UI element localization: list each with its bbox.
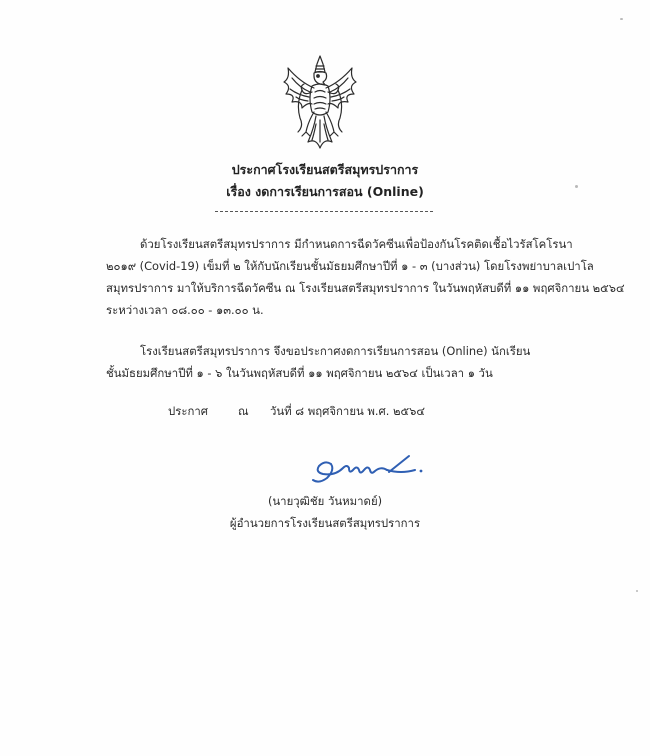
signatory-name: (นายวุฒิชัย วันหมาดย์) (267, 494, 383, 508)
garuda-emblem-icon (278, 52, 362, 152)
announce-word: ประกาศ (168, 404, 208, 418)
text-line: ด้วยโรงเรียนสตรีสมุทรปราการ มีกำหนดการฉีดวัคซีนเพื่อป้องกันโรคติดเชื้อไวรัสโคโรนา (140, 237, 573, 251)
header-divider (215, 211, 433, 212)
signatory-position: ผู้อำนวยการโรงเรียนสตรีสมุทรปราการ (229, 516, 421, 530)
text-line: ๒๐๑๙ (Covid-19) เข็มที่ ๒ ให้กับนักเรียนชั้นมัธยมศึกษาปีที่ ๑ - ๓ (บางส่วน) โดยโรงพยาบาลเปาโล (106, 259, 594, 273)
announcement-title: ประกาศโรงเรียนสตรีสมุทรปราการ (231, 162, 419, 177)
paragraph-vaccination (106, 233, 625, 321)
scan-speck (636, 590, 638, 592)
at-word: ณ (238, 404, 249, 418)
text-line: ชั้นมัธยมศึกษาปีที่ ๑ - ๖ ในวันพฤหัสบดีที่ ๑๑ พฤศจิกายน ๒๕๖๔ เป็นเวลา ๑ วัน (106, 366, 493, 380)
announcement-date: วันที่ ๘ พฤศจิกายน พ.ศ. ๒๕๖๔ (270, 404, 425, 418)
handwritten-signature (305, 450, 427, 490)
text-line: โรงเรียนสตรีสมุทรปราการ จึงขอประกาศงดการเรียนการสอน (Online) นักเรียน (140, 344, 531, 358)
text-line: สมุทรปราการ มาให้บริการฉีดวัคซีน ณ โรงเรียนสตรีสมุทรปราการ ในวันพฤหัสบดีที่ ๑๑ พฤศจิกายน ๒๕๖๔ (106, 281, 625, 295)
text-line: ระหว่างเวลา ๐๘.๐๐ - ๑๓.๐๐ น. (106, 303, 264, 317)
scan-speck (620, 18, 623, 20)
announcement-subject: เรื่อง งดการเรียนการสอน (Online) (226, 184, 424, 199)
paragraph-class-cancellation (106, 340, 546, 384)
